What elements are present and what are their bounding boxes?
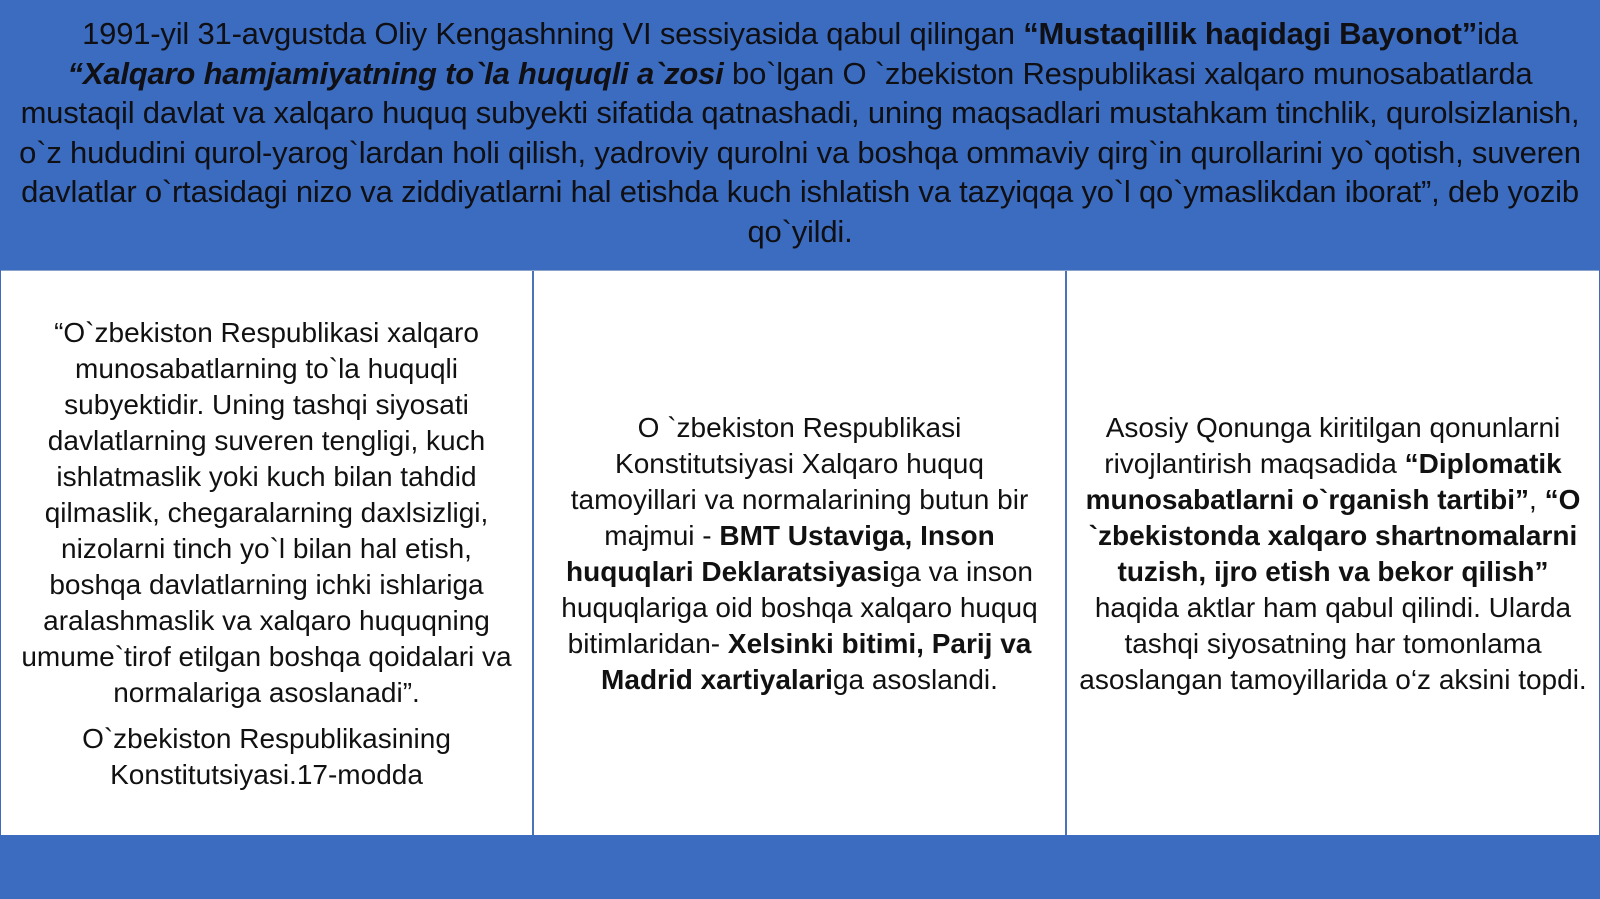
- column-international-law: [534, 271, 1067, 836]
- diplomatic-acts-text: Asosiy Qonunga kiritilgan qonunlarni rivojlantirish maqsadida “Diplomatik munosabatlarni o`rganish tartibi”, “O `zbekistonda xalqaro shartnomalarni tuzish, ijro etish va bekor qilish” haqida aktlar ham qabul qilindi. Ularda tashqi siyosatning har tomonlama asoslangan tamoyillarida o‘z aksini topdi.: [1079, 411, 1587, 695]
- diplomatic-relations-act: “Diplomatik munosabatlarni o`rganish tartibi”: [1085, 447, 1562, 515]
- bottom-band: [0, 835, 1600, 899]
- declaration-title: “Mustaqillik haqidagi Bayonot”: [1023, 16, 1478, 51]
- top-banner: [0, 0, 1600, 270]
- un-charter-declaration: BMT Ustaviga, Inson huquqlari Deklaratsiyasi: [566, 519, 995, 587]
- membership-phrase: “Xalqaro hamjamiyatning to`la huquqli a`zosi: [67, 55, 724, 91]
- content-table: [1, 270, 1599, 836]
- constitution-source: O`zbekiston Respublikasining Konstitutsiyasi.17-modda: [82, 722, 451, 790]
- banner-text: 1991-yil 31-avgustda Oliy Kengashning VI sessiyasida qabul qilingan “Mustaqillik haqidagi Bayonot”ida “Xalqaro hamjamiyatning to`la huquqli a`zosi bo`lgan O `zbekiston Respublikasi xalqaro munosabatlarda mustaqil davlat va xalqaro huquq subyekti sifatida qatnashadi, uning maqsadlari mustahkam tinchlik, qurolsizlanish, o`z hududini qurol-yarog`lardan holi qilish, yadroviy qurolni va boshqa ommaviy qirg`in qurollarini yo`qotish, suveren davlatlar o`rtasidagi nizo va ziddiyatlarni hal etishda kuch ishlatish va tazyiqqa yo`l qo`ymaslikdan iborat”, deb yozib qo`yildi.: [19, 16, 1581, 249]
- column-diplomatic-acts: [1067, 271, 1599, 836]
- helsinki-paris-madrid: Xelsinki bitimi, Parij va Madrid xartiyalari: [601, 627, 1032, 695]
- treaties-act: “O `zbekistonda xalqaro shartnomalarni tuzish, ijro etish va bekor qilish”: [1088, 483, 1581, 587]
- column-constitution-article: [1, 271, 534, 836]
- constitution-quote: “O`zbekiston Respublikasi xalqaro munosabatlarning to`la huquqli subyektidir. Uning tashqi siyosati davlatlarning suveren tengligi, kuch ishlatmaslik yoki kuch bilan tahdid qilmaslik, chegaralarning daxlsizligi, nizolarni tinch yo`l bilan hal etish, boshqa davlatlarning ichki ishlariga aralashmaslik va xalqaro huquqning umume`tirof etilgan boshqa qoidalari va normalariga asoslanadi”.: [21, 316, 512, 708]
- international-law-text: O `zbekiston Respublikasi Konstitutsiyasi Xalqaro huquq tamoyillari va normalarining butun bir majmui - BMT Ustaviga, Inson huquqlari Deklaratsiyasiga va inson huquqlariga oid boshqa xalqaro huquq bitimlaridan- Xelsinki bitimi, Parij va Madrid xartiyalariga asoslandi.: [561, 411, 1038, 695]
